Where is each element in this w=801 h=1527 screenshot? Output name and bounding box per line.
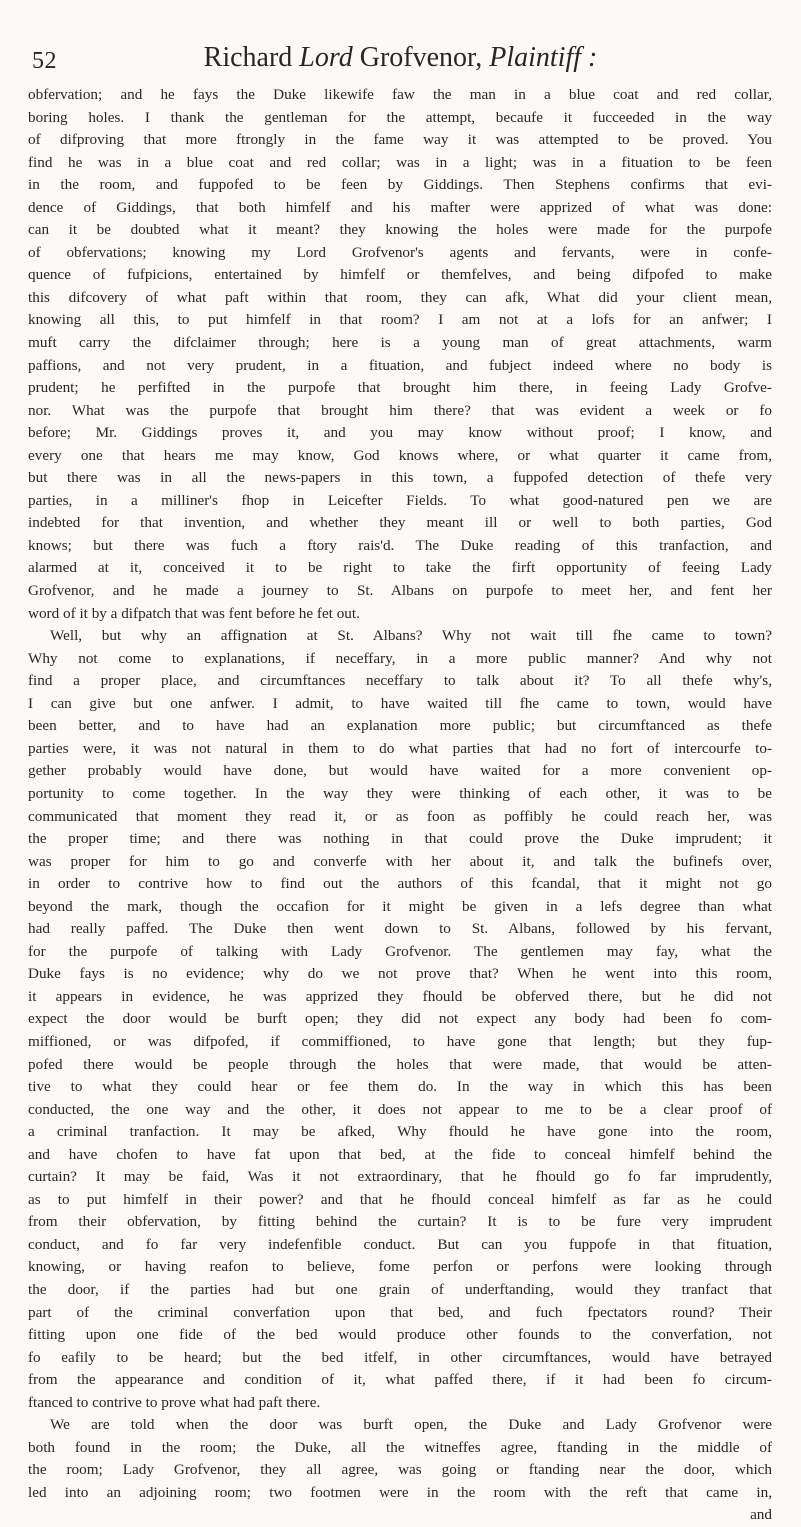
- text-line: every one that hears me may know, God knows where, or what quarter it came from,: [28, 446, 772, 464]
- text-line: for the purpofe of talking with Lady Grofvenor. The gentlemen may fay, what the: [28, 942, 772, 960]
- text-line: beyond the mark, though the occafion for it might be given in a lefs degree than what: [28, 897, 772, 915]
- text-line: knowing all this, to put himfelf in that room? I am not at a lofs for an anfwer; I: [28, 311, 772, 329]
- text-line: nor. What was the purpofe that brought him there? that was evident a week or fo: [28, 401, 772, 419]
- text-line: dence of Giddings, that both himfelf and his mafter were apprized of what was done:: [28, 198, 772, 216]
- text-line: but there was in all the news-papers in this town, a fuppofed detection of thefe very: [28, 469, 772, 487]
- text-line: this difcovery of what paft within that room, they can afk, What did your client mean,: [28, 288, 772, 306]
- text-line: portunity to come together. In the way they were thinking of each other, it was to be: [28, 784, 772, 802]
- text-line: find he was in a blue coat and red collar; was in a light; was in a fituation to be feen: [28, 153, 772, 171]
- text-line: a criminal tranfaction. It may be afked, Why fhould he have gone into the room,: [28, 1123, 772, 1141]
- text-line: in order to contrive how to find out the authors of this fcandal, that it might not go: [28, 875, 772, 893]
- text-line: as to put himfelf in their power? and that he fhould conceal himfelf as far as he could: [28, 1190, 772, 1208]
- text-line: Well, but why an affignation at St. Albans? Why not wait till fhe came to town?: [50, 627, 772, 645]
- text-line: word of it by a difpatch that was fent before he fet out.: [28, 604, 360, 622]
- text-line: find a proper place, and circumftances neceffary to talk about it? To all thefe why's,: [28, 672, 772, 690]
- text-line: parties were, it was not natural in them to do what parties that had no fort of intercourfe to-: [28, 739, 772, 757]
- running-head-italic: Plaintiff :: [489, 42, 598, 73]
- text-line: quence of fufpicions, entertained by himfelf or themfelves, and being difpofed to make: [28, 266, 772, 284]
- text-line: pofed there would be people through the holes that were made, that would be atten-: [28, 1055, 772, 1073]
- text-line: conducted, the one way and the other, it does not appear to me to be a clear proof of: [28, 1100, 772, 1118]
- text-line: ftanced to contrive to prove what had paft there.: [28, 1393, 321, 1411]
- text-line: I can give but one anfwer. I admit, to have waited till fhe came to town, would have: [28, 694, 772, 712]
- text-line: led into an adjoining room; two footmen were in the room with the reft that came in,: [28, 1483, 772, 1501]
- text-line: alarmed at it, conceived it to be right to take the firft opportunity of feeing Lady: [28, 559, 772, 577]
- text-line: the door, if the parties had but one grain of underftanding, would they tranfact that: [28, 1280, 772, 1298]
- text-line: it appears in evidence, he was apprized they fhould be obferved there, but he did not: [28, 987, 772, 1005]
- text-line: boring holes. I thank the gentleman for the attempt, becaufe it fucceeded in the way: [28, 108, 772, 126]
- body-text: [28, 84, 772, 1527]
- text-line: fitting upon one fide of the bed would produce other founds to the converfation, not: [28, 1326, 772, 1344]
- text-line: conduct, and fo far very indefenfible conduct. But can you fuppofe in that fituation,: [28, 1235, 772, 1253]
- text-line: obfervation; and he fays the Duke likewife faw the man in a blue coat and red collar,: [28, 86, 772, 103]
- text-line: the proper time; and there was nothing in that could prove the Duke imprudent; it: [28, 830, 772, 848]
- text-line: tive to what they could hear or fee them do. In the way in which this has been: [28, 1078, 772, 1096]
- text-line: Grofvenor, and he made a journey to St. Albans on purpofe to meet her, and fent her: [28, 582, 772, 600]
- text-line: curtain? It may be faid, Was it not extraordinary, that he fhould go fo far imprudently,: [28, 1168, 772, 1186]
- text-line: of obfervations; knowing my Lord Grofvenor's agents and fervants, were in confe-: [28, 243, 772, 261]
- text-line: parties, in a milliner's fhop in Leicefter Fields. To what good-natured pen we are: [28, 491, 772, 509]
- text-line: can it be doubted what it meant? they knowing the holes were made for the purpofe: [28, 221, 772, 239]
- running-head: [28, 42, 773, 74]
- text-line: both found in the room; the Duke, all the witneffes agree, ftanding in the middle of: [28, 1438, 772, 1456]
- page-header: [28, 40, 773, 80]
- text-line: Why not come to explanations, if neceffary, in a more public manner? And why not: [28, 649, 772, 667]
- page-number: 52: [32, 48, 57, 74]
- text-line: Duke fays is no evidence; why do we not prove that? When he went into this room,: [28, 965, 772, 983]
- text-line: indebted for that invention, and whether they meant ill or well to both parties, God: [28, 514, 772, 532]
- text-line: before; Mr. Giddings proves it, and you may know without proof; I know, and: [28, 424, 772, 442]
- text-line: fo eafily to be heard; but the bed itfelf, in other circumftances, would have betrayed: [28, 1348, 772, 1366]
- text-line: and have chofen to have fat upon that bed, at the fide to conceal himfelf behind the: [28, 1145, 772, 1163]
- text-line: gether probably would have done, but would have waited for a more convenient op-: [28, 762, 772, 780]
- text-line: miffioned, or was difpofed, if commiffioned, to have gone that length; but they fup-: [28, 1032, 772, 1050]
- text-line: the room; Lady Grofvenor, they all agree, was going or ftanding near the door, which: [28, 1461, 772, 1479]
- text-line: of difproving that more ftrongly in the fame way it was attempted to be proved. You: [28, 131, 772, 149]
- running-head-part: Richard: [203, 42, 300, 73]
- text-line: paffions, and not very prudent, in a fituation, and fubject indeed where no body is: [28, 356, 772, 374]
- text-line: was proper for him to go and converfe with her about it, and talk the bufinefs over,: [28, 852, 772, 870]
- text-line: knows; but there was fuch a ftory rais'd. The Duke reading of this tranfaction, and: [28, 536, 772, 554]
- text-line: part of the criminal converfation upon that bed, and fuch fpectators round? Their: [28, 1303, 772, 1321]
- running-head-part: Grofvenor,: [352, 42, 490, 73]
- text-line: prudent; he perfifted in the purpofe that brought him there, in feeing Lady Grofve-: [28, 379, 772, 397]
- text-line: had really paffed. The Duke then went down to St. Albans, followed by his fervant,: [28, 920, 772, 938]
- text-line: from the appearance and condition of it, what paffed there, if it had been fo circum-: [28, 1371, 772, 1389]
- text-line: We are told when the door was burft open, the Duke and Lady Grofvenor were: [50, 1416, 772, 1434]
- text-line: and: [750, 1506, 772, 1524]
- text-line: knowing, or having reafon to believe, fome perfon or perfons were looking through: [28, 1258, 772, 1276]
- text-line: expect the door would be burft open; they did not expect any body had been fo com-: [28, 1010, 772, 1028]
- text-line: from their obfervation, by fitting behind the curtain? It is to be fure very imprudent: [28, 1213, 772, 1231]
- text-line: been better, and to have had an explanation more public; but circumftanced as thefe: [28, 717, 772, 735]
- text-line: muft carry the difclaimer through; here is a young man of great attachments, warm: [28, 334, 772, 352]
- text-line: in the room, and fuppofed to be feen by Giddings. Then Stephens confirms that evi-: [28, 176, 772, 194]
- running-head-italic: Lord: [299, 42, 353, 73]
- text-line: communicated that moment they read it, or as foon as poffibly he could reach her, was: [28, 807, 772, 825]
